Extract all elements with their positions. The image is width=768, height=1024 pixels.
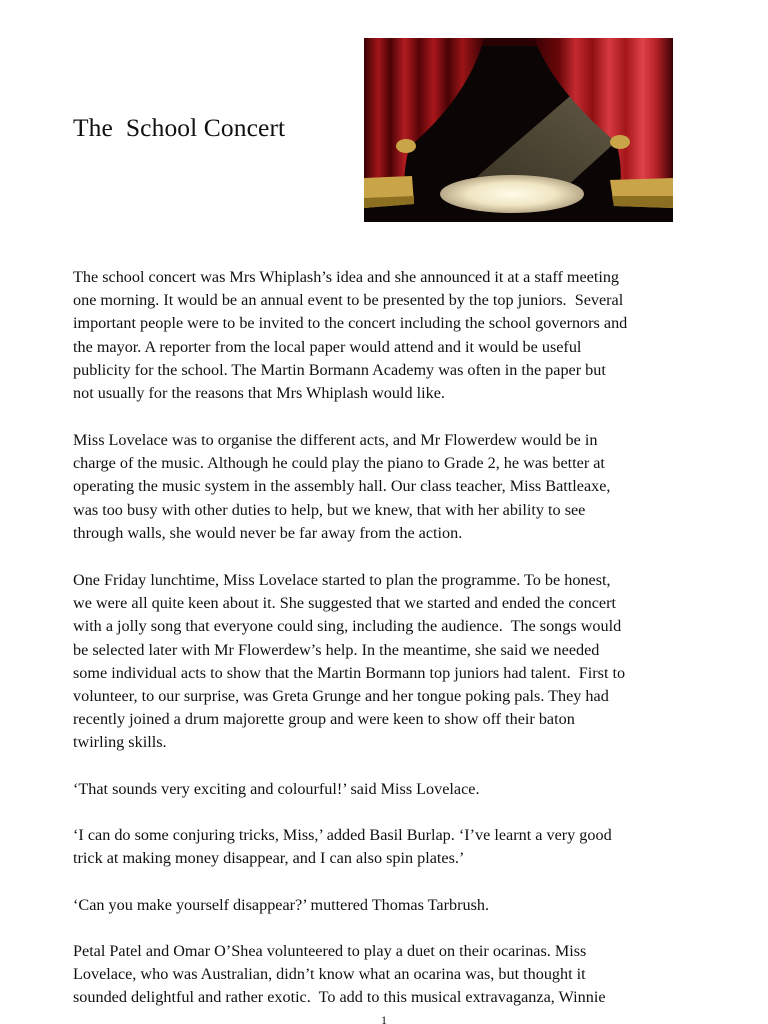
text-line: ‘Can you make yourself disappear?’ muttered Thomas Tarbrush. xyxy=(73,896,490,914)
text-line: Lovelace, who was Australian, didn’t know what an ocarina was, but thought it xyxy=(73,965,586,984)
text-line: not usually for the reasons that Mrs Whiplash would like. xyxy=(73,384,445,403)
text-line: recently joined a drum majorette group and were keen to show off their baton xyxy=(73,710,575,729)
text-line: The school concert was Mrs Whiplash’s idea and she announced it at a staff meeting xyxy=(73,268,620,286)
text-line: publicity for the school. The Martin Bormann Academy was often in the paper but xyxy=(73,360,606,379)
text-line: some individual acts to show that the Martin Bormann top juniors had talent. First to xyxy=(73,663,626,682)
text-line: we were all quite keen about it. She suggested that we started and ended the concert xyxy=(73,594,616,613)
text-line: operating the music system in the assembly hall. Our class teacher, Miss Battleaxe, xyxy=(73,477,611,496)
text-line: with a jolly song that everyone could sing, including the audience. The songs would xyxy=(73,617,622,636)
text-line: ‘That sounds very exciting and colourful!’ said Miss Lovelace. xyxy=(73,780,480,798)
stage-curtains-picture xyxy=(364,38,673,222)
paragraph-2 xyxy=(73,429,713,545)
text-line: one morning. It would be an annual event to be presented by the top juniors. Several xyxy=(73,291,624,310)
text-line: be selected later with Mr Flowerdew’s help. In the meantime, she said we needed xyxy=(73,640,600,659)
text-line: Petal Patel and Omar O’Shea volunteered to play a duet on their ocarinas. Miss xyxy=(73,942,587,960)
paragraph-1 xyxy=(73,266,713,405)
text-line: was too busy with other duties to help, but we knew, that with her ability to see xyxy=(73,500,586,519)
document-title: The School Concert xyxy=(73,113,286,142)
text-line: through walls, she would never be far away from the action. xyxy=(73,523,463,542)
text-line: One Friday lunchtime, Miss Lovelace started to plan the programme. To be honest, xyxy=(73,571,611,589)
page-number: 1 xyxy=(381,1013,387,1024)
paragraph-6 xyxy=(73,894,713,917)
paragraph-3 xyxy=(73,569,713,755)
text-line: important people were to be invited to the concert including the school governors and xyxy=(73,314,628,333)
paragraph-5 xyxy=(73,824,713,870)
text-line: sounded delightful and rather exotic. To add to this musical extravaganza, Winnie xyxy=(73,988,606,1007)
text-line: ‘I can do some conjuring tricks, Miss,’ added Basil Burlap. ‘I’ve learnt a very good xyxy=(73,826,612,844)
text-line: charge of the music. Although he could play the piano to Grade 2, he was better at xyxy=(73,454,605,473)
text-line: volunteer, to our surprise, was Greta Grunge and her tongue poking pals. They had xyxy=(73,687,609,706)
paragraph-7 xyxy=(73,940,713,1010)
text-line: Miss Lovelace was to organise the different acts, and Mr Flowerdew would be in xyxy=(73,431,598,449)
text-line: trick at making money disappear, and I can also spin plates.’ xyxy=(73,849,465,868)
text-line: twirling skills. xyxy=(73,733,167,752)
text-line: the mayor. A reporter from the local paper would attend and it would be useful xyxy=(73,337,582,356)
paragraph-4 xyxy=(73,778,713,801)
